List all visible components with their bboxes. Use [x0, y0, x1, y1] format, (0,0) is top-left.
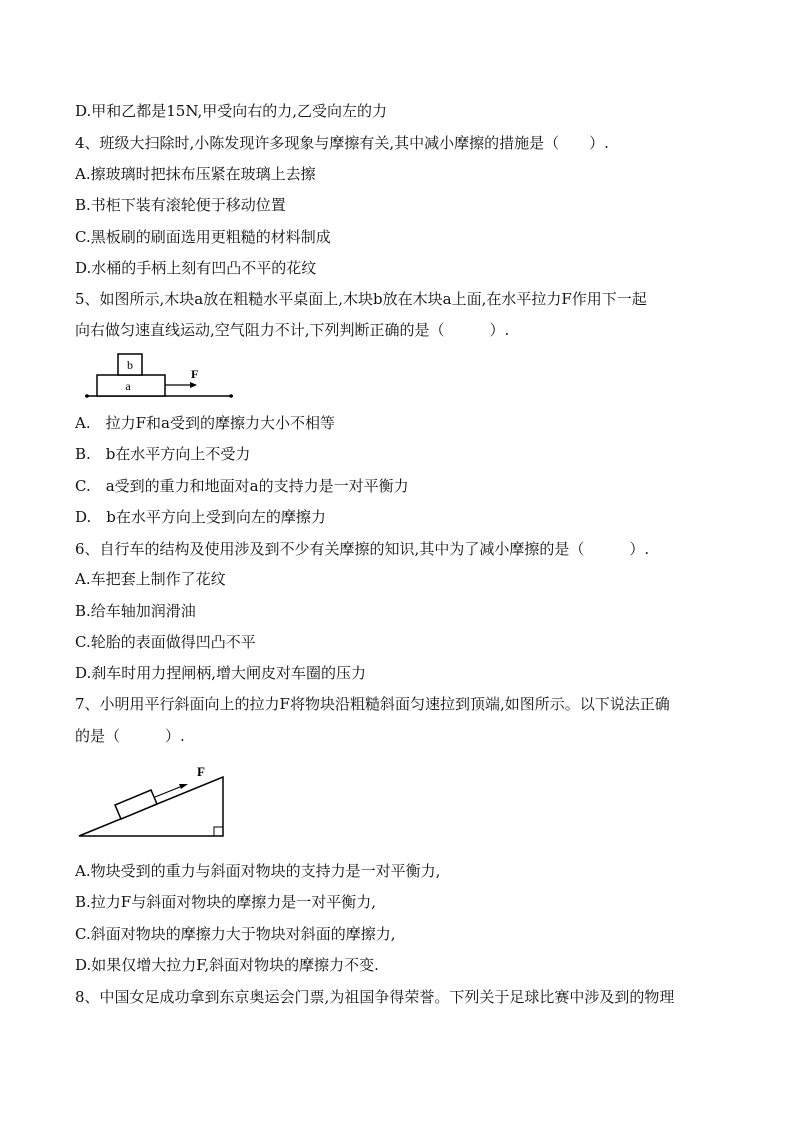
- q5-stem-line1: 5、如图所示,木块a放在粗糙水平桌面上,木块b放在木块a上面,在水平拉力F作用下一起: [75, 290, 647, 308]
- q7-option-d: D.如果仅增大拉力F,斜面对物块的摩擦力不变.: [75, 956, 379, 974]
- q5-table-end-right: [229, 394, 233, 398]
- q5-force-arrowhead: [190, 382, 197, 388]
- q5-figure-stacked-blocks: [85, 352, 240, 402]
- q5-force-label: F: [191, 367, 199, 381]
- q4-option-c: C.黑板刷的刷面选用更粗糙的材料制成: [75, 228, 331, 246]
- q7-force-label: F: [197, 764, 205, 779]
- q7-option-b: B.拉力F与斜面对物块的摩擦力是一对平衡力,: [75, 893, 376, 911]
- q5-option-c: C. a受到的重力和地面对a的支持力是一对平衡力: [75, 477, 409, 495]
- q5-block-b-label: b: [127, 358, 133, 372]
- q7-option-a: A.物块受到的重力与斜面对物块的支持力是一对平衡力,: [75, 862, 441, 880]
- q5-option-a: A. 拉力F和a受到的摩擦力大小不相等: [75, 414, 335, 432]
- q5-block-a-label: a: [125, 379, 131, 393]
- q7-figure-incline: [75, 760, 235, 840]
- q4-option-b: B.书柜下装有滚轮便于移动位置: [75, 196, 286, 214]
- q4-option-d: D.水桶的手柄上刻有凹凸不平的花纹: [75, 259, 317, 277]
- q6-stem: 6、自行车的结构及使用涉及到不少有关摩擦的知识,其中为了减小摩擦的是（ ）.: [75, 540, 650, 558]
- q7-force-arrowhead: [179, 784, 188, 789]
- q6-option-c: C.轮胎的表面做得凹凸不平: [75, 633, 256, 651]
- q5-option-d: D. b在水平方向上受到向左的摩擦力: [75, 508, 326, 526]
- q8-stem-line1: 8、中国女足成功拿到东京奥运会门票,为祖国争得荣誉。下列关于足球比赛中涉及到的物理: [75, 988, 675, 1006]
- q4-option-a: A.擦玻璃时把抹布压紧在玻璃上去擦: [75, 165, 316, 183]
- q5-block-a: [97, 375, 165, 396]
- q4-stem: 4、班级大扫除时,小陈发现许多现象与摩擦有关,其中减小摩擦的措施是（ ）.: [75, 134, 609, 152]
- q5-option-b: B. b在水平方向上不受力: [75, 445, 251, 463]
- q7-stem-line1: 7、小明用平行斜面向上的拉力F将物块沿粗糙斜面匀速拉到顶端,如图所示。以下说法正确: [75, 695, 670, 713]
- q7-stem-line2: 的是（ ）.: [75, 727, 185, 745]
- q5-table-end-left: [85, 394, 89, 398]
- q6-option-d: D.刹车时用力捏闸柄,增大闸皮对车圈的压力: [75, 664, 367, 682]
- q6-option-b: B.给车轴加润滑油: [75, 602, 196, 620]
- q5-stem-line2: 向右做匀速直线运动,空气阻力不计,下列判断正确的是（ ）.: [75, 321, 510, 339]
- q6-option-a: A.车把套上制作了花纹: [75, 570, 226, 588]
- q3-option-d: D.甲和乙都是15N,甲受向右的力,乙受向左的力: [75, 102, 388, 120]
- q7-option-c: C.斜面对物块的摩擦力大于物块对斜面的摩擦力,: [75, 925, 396, 943]
